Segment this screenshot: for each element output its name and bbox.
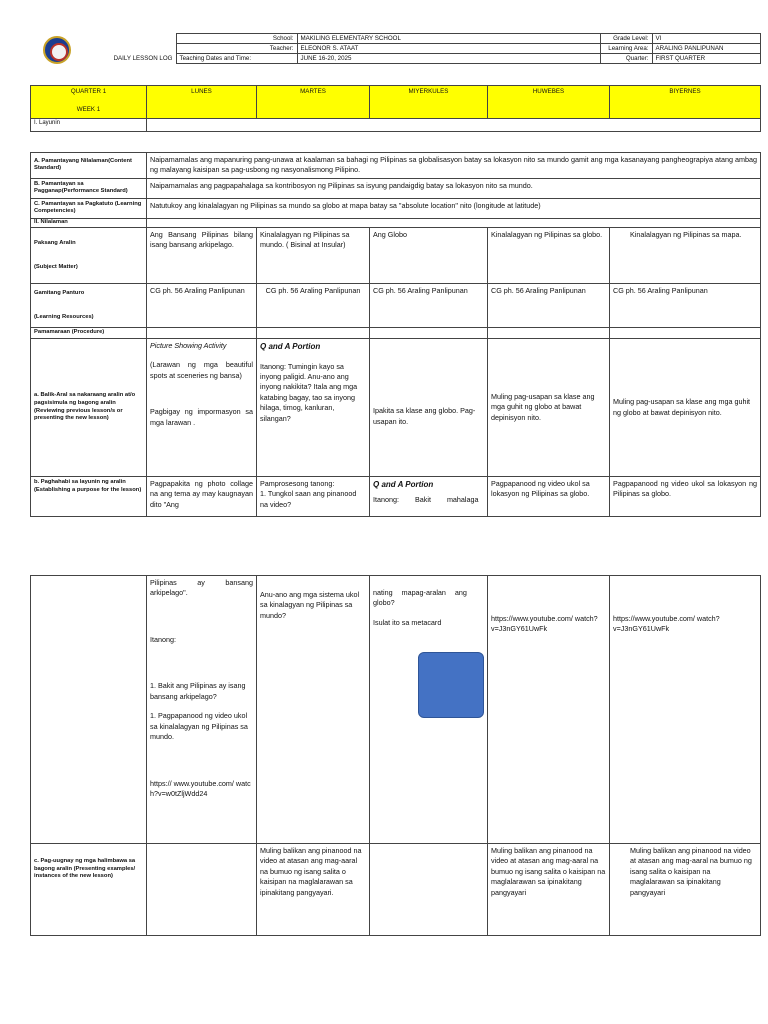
subject-thu: Kinalalagyan ng Pilipinas sa globo. — [488, 228, 610, 284]
continued-mon-link[interactable]: https:// www.youtube.com/ watch?v=w0tZljWdd24 — [150, 778, 251, 798]
resources-mon: CG ph. 56 Araling Panlipunan — [147, 284, 257, 328]
header-table — [30, 33, 761, 64]
continued-tue: Anu-ano ang mga sistema ukol sa kinalagyan ng Pilipinas sa mundo? — [257, 576, 370, 844]
lesson-table-page1 — [30, 152, 761, 517]
purpose-mon: Pagpapakita ng photo collage na ang tema ay may kaugnayan dito "Ang — [147, 477, 257, 517]
examples-fri: Muling balikan ang pinanood na video at atasan ang mag-aaral na bumuo ng isang salita o kaisipan na maglalarawan sa ipinakitang pangyayari — [610, 844, 761, 936]
dates-value: JUNE 16-20, 2025 — [297, 54, 600, 64]
doc-title: DAILY LESSON LOG — [30, 34, 176, 64]
purpose-wed-text: Itanong: Bakit mahalaga — [373, 494, 479, 504]
content-section-label: II. Nilalaman — [31, 219, 147, 228]
review-mon-p2: Pagbigay ng impormasyon sa mga larawan . — [150, 407, 253, 427]
procedure-label: Pamamaraan (Procedure) — [31, 328, 147, 339]
subject-label — [31, 228, 147, 284]
procedure-mon — [147, 328, 257, 339]
lesson-table-page2 — [30, 575, 761, 936]
resources-fri: CG ph. 56 Araling Panlipunan — [610, 284, 761, 328]
examples-mon — [147, 844, 257, 936]
content-section-cell — [147, 219, 761, 228]
subject-sublabel: (Subject Matter) — [34, 263, 78, 270]
continued-wed-p2: Isulat ito sa metacard — [373, 617, 442, 627]
metacard-shape — [418, 652, 484, 718]
continued-thu[interactable]: https://www.youtube.com/ watch?v=J3nGY61UwFk — [488, 576, 610, 844]
review-mon — [147, 339, 257, 477]
day-header-mon: LUNES — [147, 86, 257, 119]
subject-wed: Ang Globo — [370, 228, 488, 284]
week-table — [30, 85, 761, 132]
resources-tue: CG ph. 56 Araling Panlipunan — [257, 284, 370, 328]
purpose-thu: Pagpapanood ng video ukol sa lokasyon ng Pilipinas sa globo. — [488, 477, 610, 517]
subject-tue: Kinalalagyan ng Pilipinas sa mundo. ( Bisinal at Insular) — [257, 228, 370, 284]
review-wed: Ipakita sa klase ang globo. Pag-usapan ito. — [370, 339, 488, 477]
purpose-fri: Pagpapanood ng video ukol sa lokasyon ng Pilipinas sa globo. — [610, 477, 761, 517]
subject-fri: Kinalalagyan ng Pilipinas sa mapa. — [610, 228, 761, 284]
continued-label-cell — [31, 576, 147, 844]
performance-standard-text: Naipamamalas ang pagpapahalaga sa kontribosyon ng Pilipinas sa isyung pandaigdig batay sa lokasyon nito sa mundo. — [147, 178, 761, 198]
resources-wed: CG ph. 56 Araling Panlipunan — [370, 284, 488, 328]
continued-wed-p1: nating mapag-aralan ang globo? — [373, 588, 467, 608]
review-mon-p1: (Larawan ng mga beautiful spots at sceneries ng bansa) — [150, 360, 253, 380]
resources-thu: CG ph. 56 Araling Panlipunan — [488, 284, 610, 328]
day-header-tue: MARTES — [257, 86, 370, 119]
examples-thu: Muling balikan ang pinanood na video at atasan ang mag-aaral na bumuo ng isang salita o kaisipan na maglalarawan sa ipinakitang pangyayari — [488, 844, 610, 936]
resources-label-text: Gamitang Panturo — [34, 289, 85, 296]
continued-mon-p2: Itanong: — [150, 634, 176, 644]
examples-label: c. Pag-uugnay ng mga halimbawa sa bagong aralin (Presenting examples/ instances of the new lesson) — [31, 844, 147, 936]
teacher-label: Teacher: — [176, 44, 297, 54]
resources-sublabel: (Learning Resources) — [34, 313, 94, 320]
procedure-wed — [370, 328, 488, 339]
competency-label: C. Pamantayan sa Pagkatuto (Learning Competencies) — [31, 198, 147, 218]
objectives-cell — [147, 119, 761, 132]
subject-mon: Ang Bansang Pilipinas bilang isang bansang arkipelago. — [147, 228, 257, 284]
day-header-wed: MIYERKULES — [370, 86, 488, 119]
review-tue-title: Q and A Portion — [260, 342, 321, 351]
performance-standard-label: B. Pamantayan sa Pagganap(Performance Standard) — [31, 178, 147, 198]
school-label: School: — [176, 34, 297, 44]
area-value: ARALING PANLIPUNAN — [652, 44, 760, 54]
content-standard-text: Naipamamalas ang mapanuring pang-unawa at kaalaman sa bahagi ng Pilipinas sa globalisasyon batay sa lokasyon nito sa mundo gamit ang mga kasanayang pangheograpiya atang ambag ng malayang kaisipan sa pag-usbong ng nasyonalismong Pilipino. — [147, 153, 761, 179]
procedure-thu — [488, 328, 610, 339]
review-mon-title: Picture Showing Activity — [150, 341, 227, 350]
examples-wed — [370, 844, 488, 936]
review-label: a. Balik-Aral sa nakaraang aralin at/o pagsisimula ng bagong aralin (Reviewing previous lesson/s or presenting the new lesson) — [31, 339, 147, 477]
continued-mon — [147, 576, 257, 844]
area-label: Learning Area: — [600, 44, 652, 54]
grade-value: VI — [652, 34, 760, 44]
continued-mon-p1: Pilipinas ay bansang arkipelago". — [150, 578, 253, 598]
review-tue — [257, 339, 370, 477]
objectives-label: I. Layunin — [31, 119, 147, 132]
purpose-label: b. Paghahabi sa layunin ng aralin (Establishing a purpose for the lesson) — [31, 477, 147, 517]
review-fri: Muling pag-usapan sa klase ang mga guhit ng globo at bawat depinisyon nito. — [610, 339, 761, 477]
examples-tue: Muling balikan ang pinanood na video at atasan ang mag-aaral na bumuo ng isang salita o kaisipan na maglalarawan sa ipinakitang pangyayari. — [257, 844, 370, 936]
quarter-value: FIRST QUARTER — [652, 54, 760, 64]
review-tue-text: Itanong: Tumingin kayo sa inyong paligid. Anu-ano ang inyong nakikita? Itala ang mga katabing bagay, tao sa inyong hilaga, timog, kanluran, silangan? — [260, 361, 358, 423]
resources-label — [31, 284, 147, 328]
week-label-cell: WEEK 1 — [76, 105, 101, 113]
review-thu: Muling pag-usapan sa klase ang mga guhit ng globo at bawat depinisyon nito. — [488, 339, 610, 477]
procedure-fri — [610, 328, 761, 339]
procedure-tue — [257, 328, 370, 339]
dates-label: Teaching Dates and Time: — [176, 54, 297, 64]
quarter-label-cell: QUARTER 1 — [70, 88, 107, 95]
continued-fri[interactable]: https://www.youtube.com/ watch?v=J3nGY61UwFk — [610, 576, 761, 844]
subject-label-text: Paksang Aralin — [34, 239, 76, 246]
quarter-label: Quarter: — [600, 54, 652, 64]
purpose-tue-text: Pamprosesong tanong: — [260, 479, 335, 488]
competency-text: Natutukoy ang kinalalagyan ng Pilipinas sa mundo sa globo at mapa batay sa "absolute location" nito (longitude at latitude) — [147, 198, 761, 218]
content-standard-label: A. Pamantayang Nilalaman(Content Standard) — [31, 153, 147, 179]
quarter-week-cell — [31, 86, 147, 119]
purpose-wed — [370, 477, 488, 517]
continued-mon-p4: 1. Pagpapanood ng video ukol sa kinalalagyan ng Pilipinas sa mundo. — [150, 711, 248, 742]
day-header-fri: BIYERNES — [610, 86, 761, 119]
school-value: MAKILING ELEMENTARY SCHOOL — [297, 34, 600, 44]
purpose-wed-title: Q and A Portion — [373, 480, 434, 489]
purpose-tue-item: 1. Tungkol saan ang pinanood na video? — [260, 489, 357, 509]
day-header-thu: HUWEBES — [488, 86, 610, 119]
continued-mon-p3: 1. Bakit ang Pilipinas ay isang bansang arkipelago? — [150, 681, 246, 701]
purpose-tue — [257, 477, 370, 517]
grade-label: Grade Level: — [600, 34, 652, 44]
teacher-value: ELEONOR S. ATAAT — [297, 44, 600, 54]
